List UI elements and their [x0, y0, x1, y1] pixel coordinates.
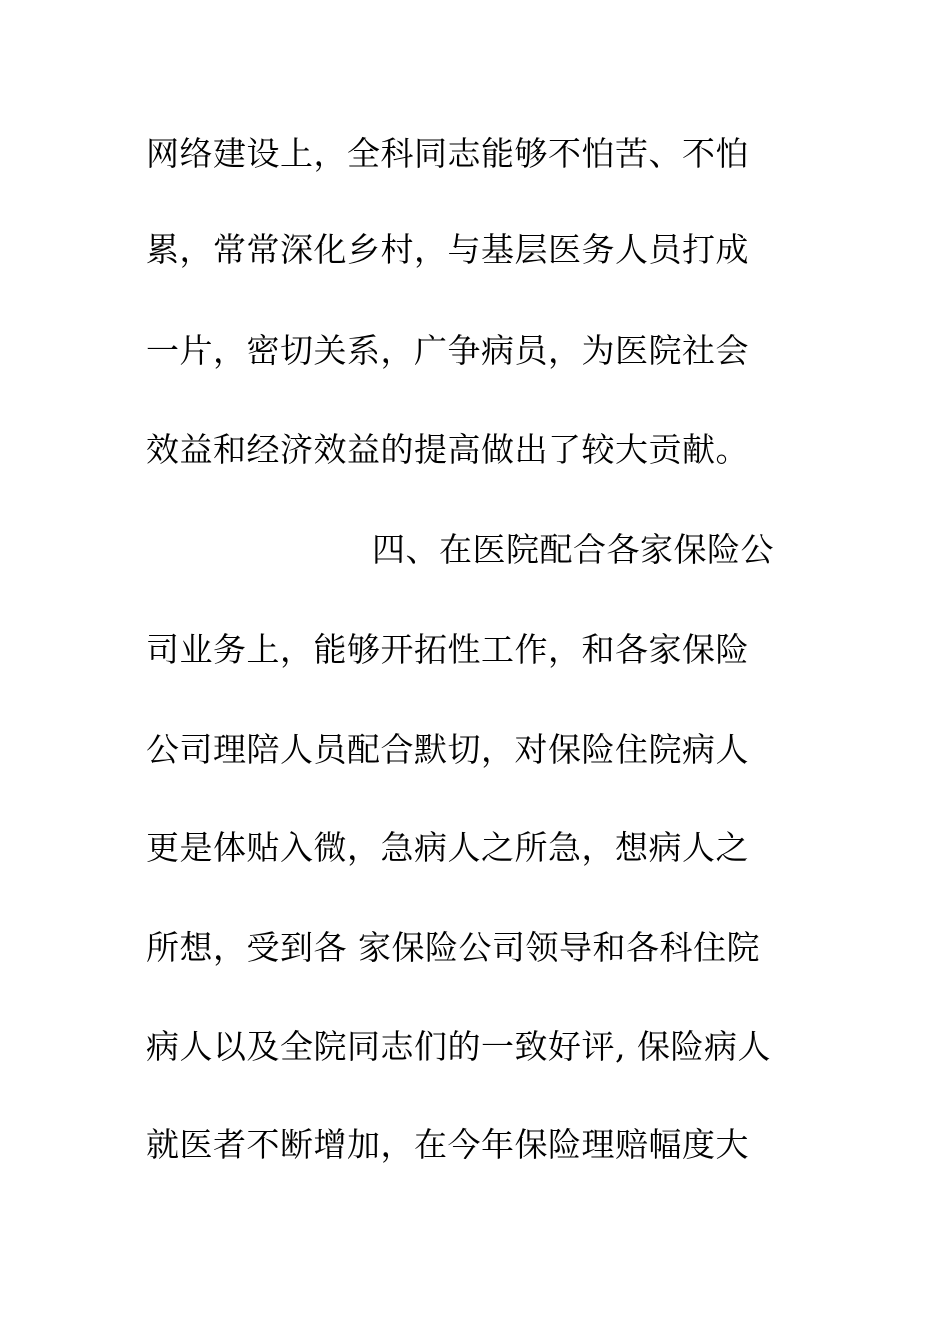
paragraph-line-3: 一片，密切关系，广争病员，为医院社会 — [146, 331, 749, 370]
section-heading-line: 四、在医院配合各家保险公 — [372, 530, 774, 569]
paragraph-line-8: 更是体贴入微，急病人之所急，想病人之 — [146, 828, 749, 867]
paragraph-line-2: 累，常常深化乡村，与基层医务人员打成 — [146, 230, 749, 269]
paragraph-line-9: 所想，受到各 家保险公司领导和各科住院 — [146, 928, 760, 967]
paragraph-line-6: 司业务上，能够开拓性工作，和各家保险 — [146, 630, 749, 669]
paragraph-line-7: 公司理陪人员配合默切，对保险住院病人 — [146, 730, 749, 769]
paragraph-line-10: 病人以及全院同志们的一致好评, 保险病人 — [146, 1027, 771, 1066]
paragraph-line-1: 网络建设上，全科同志能够不怕苦、不怕 — [146, 134, 749, 173]
paragraph-line-4: 效益和经济效益的提高做出了较大贡献。 — [146, 430, 749, 469]
paragraph-line-11: 就医者不断增加，在今年保险理赔幅度大 — [146, 1125, 749, 1164]
